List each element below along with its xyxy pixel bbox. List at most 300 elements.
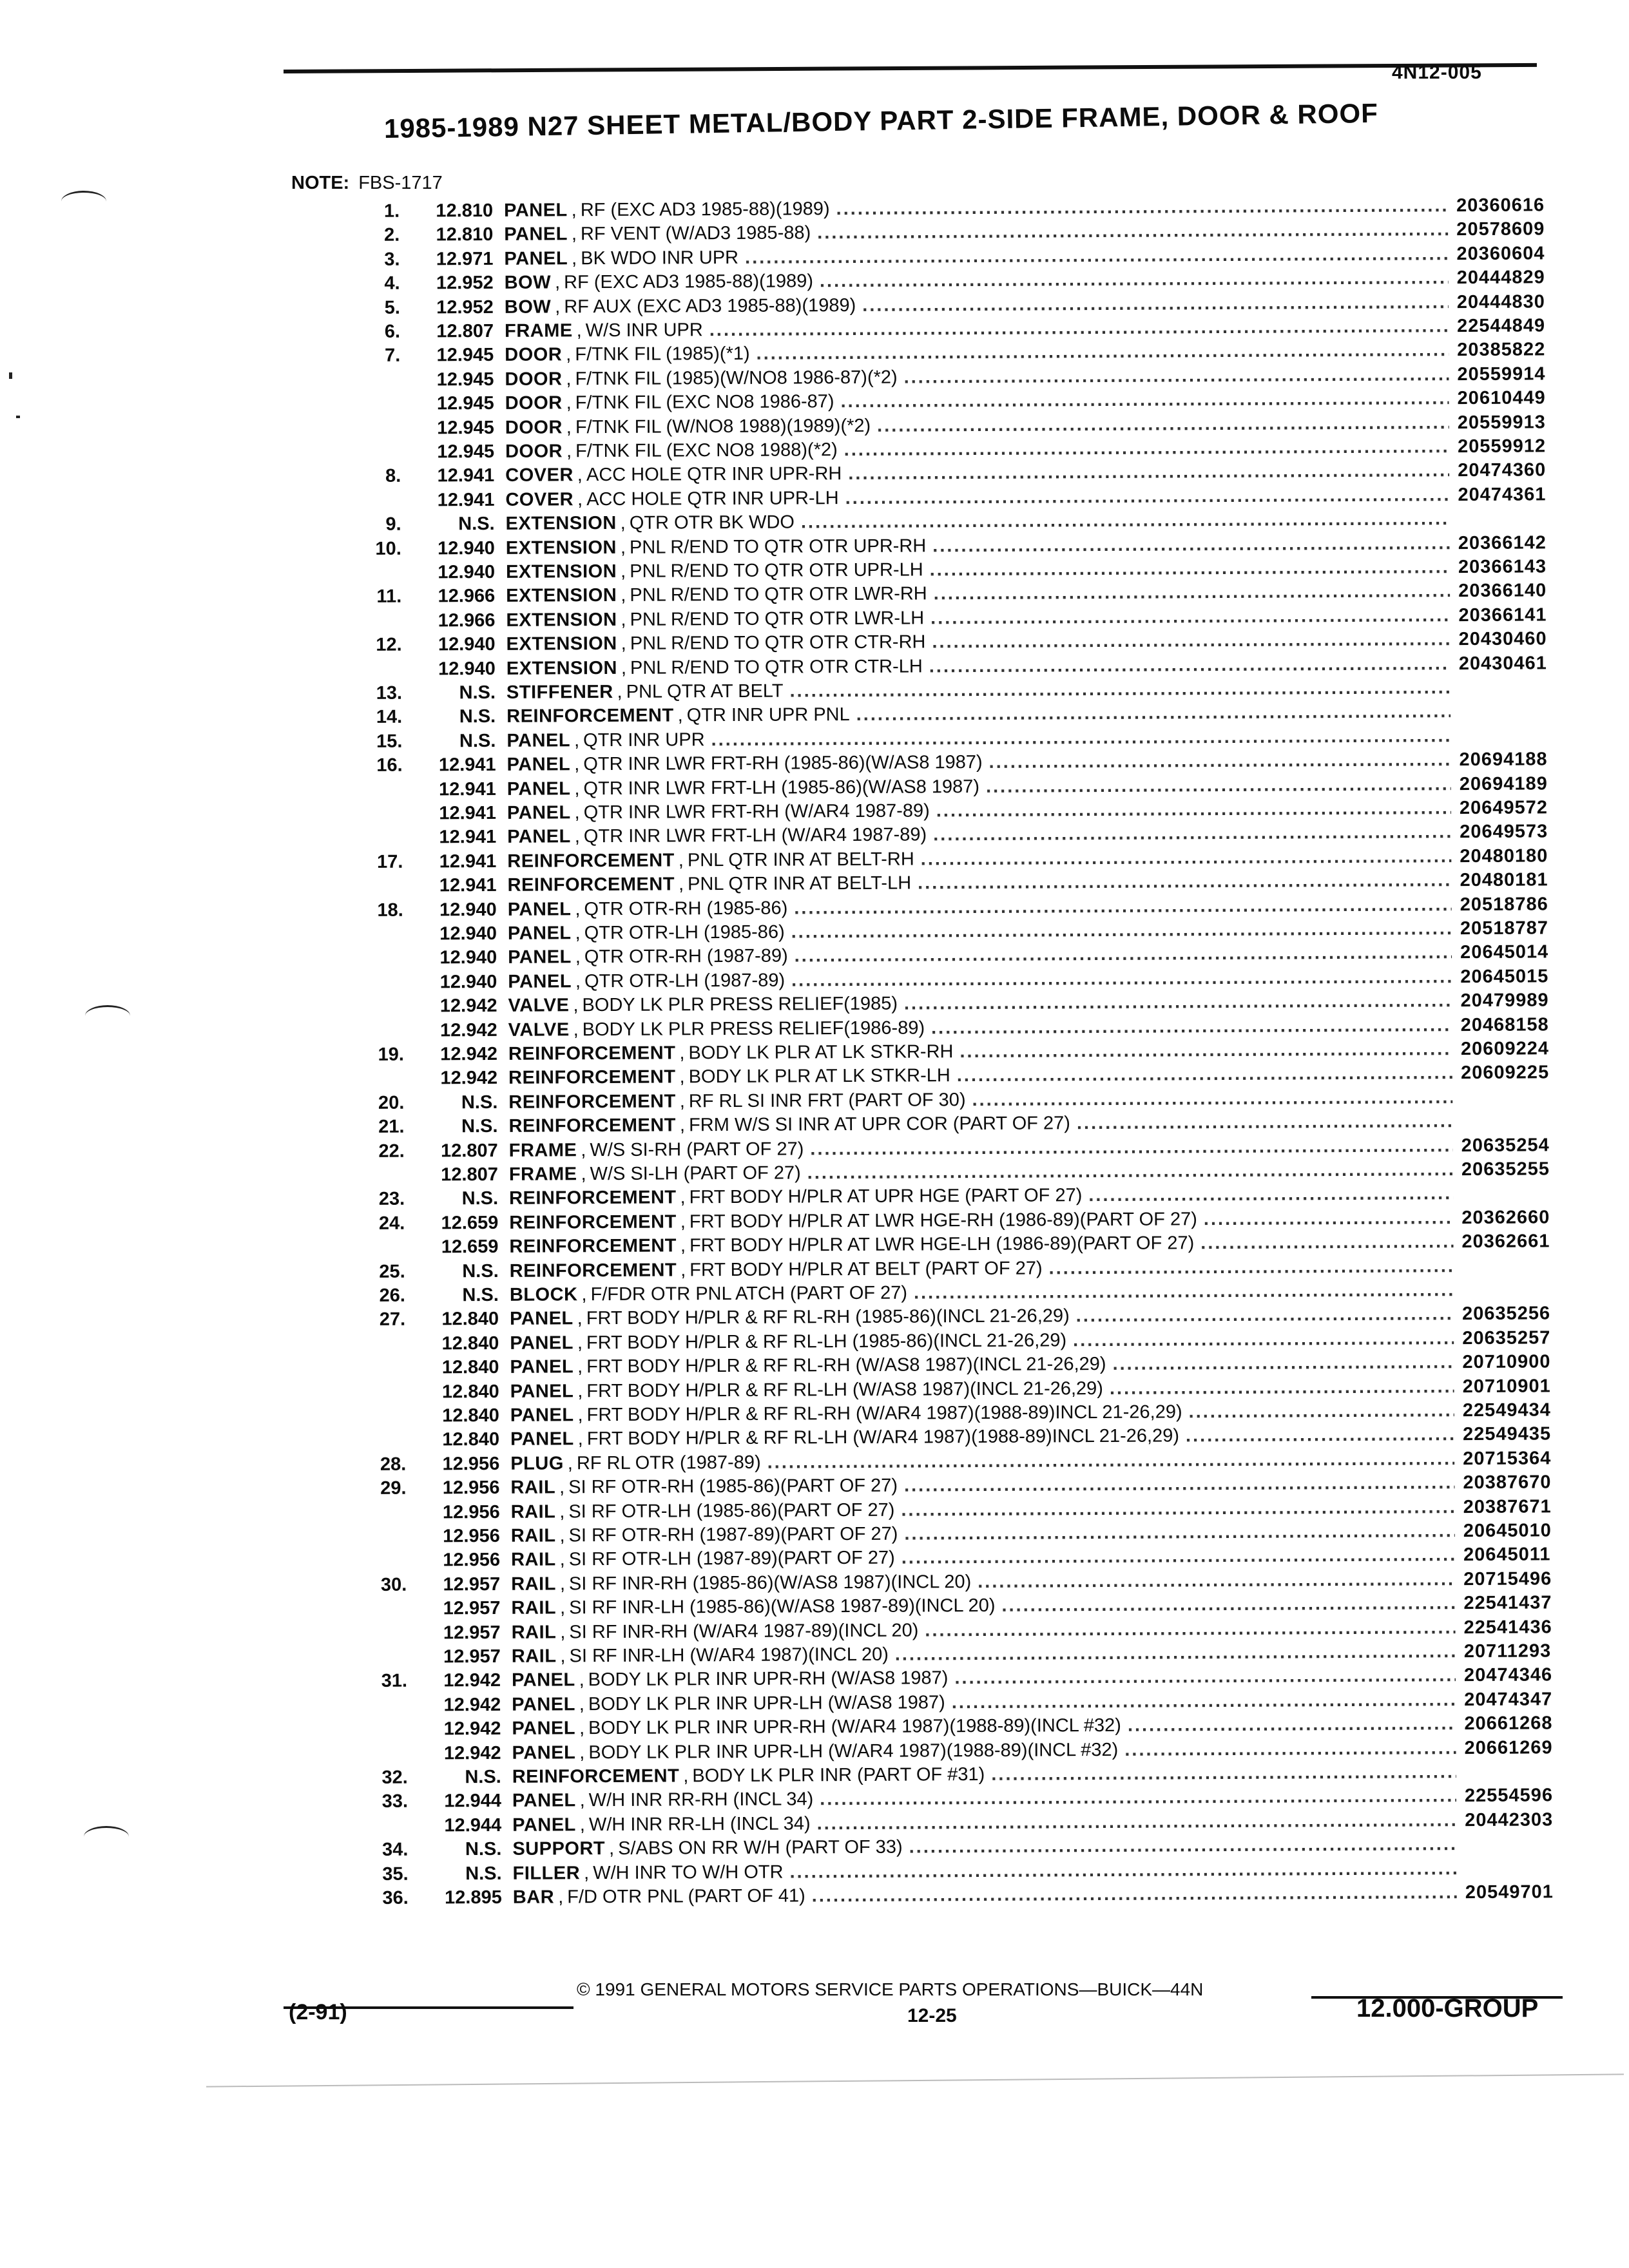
separator: , <box>574 778 580 799</box>
part-number: 20609225 <box>1461 1062 1550 1084</box>
part-name: RAIL <box>511 1622 557 1643</box>
part-name: PANEL <box>511 1669 575 1691</box>
dot-leader <box>820 266 1449 294</box>
separator: , <box>575 947 581 968</box>
part-detail: PNL R/END TO QTR OTR CTR-RH <box>630 631 926 655</box>
part-detail: BODY LK PLR AT LK STKR-RH <box>688 1041 954 1064</box>
group-number: 12.945 <box>437 441 495 463</box>
group-number: 12.940 <box>438 634 496 655</box>
part-detail: F/FDR OTR PNL ATCH (PART OF 27) <box>590 1282 908 1305</box>
dot-leader <box>901 1495 1454 1523</box>
item-number: 27. <box>379 1309 406 1331</box>
part-detail: BODY LK PLR INR UPR-RH (W/AS8 1987) <box>588 1667 949 1691</box>
group-number: N.S. <box>459 682 496 704</box>
part-detail: FRT BODY H/PLR & RF RL-LH (1985-86)(INCL 21-26,29) <box>586 1330 1067 1353</box>
part-name: RAIL <box>510 1501 556 1523</box>
dot-leader <box>972 1086 1452 1112</box>
group-number: 12.840 <box>441 1309 499 1330</box>
part-number <box>1465 1856 1574 1857</box>
part-detail: PNL R/END TO QTR OTR LWR-RH <box>630 583 927 606</box>
separator: , <box>571 200 577 221</box>
group-number: 12.940 <box>439 899 497 920</box>
group-number: 12.942 <box>440 1043 498 1065</box>
group-number: 12.956 <box>443 1550 501 1571</box>
part-detail: QTR OTR-LH (1985-86) <box>584 921 785 944</box>
part-detail: F/TNK FIL (W/NO8 1988)(1989)(*2) <box>575 415 871 437</box>
part-detail: SI RF OTR-LH (1987-89)(PART OF 27) <box>568 1548 895 1570</box>
dot-leader <box>904 1519 1455 1546</box>
group-number: 12.942 <box>443 1670 501 1691</box>
part-name: RAIL <box>510 1549 556 1571</box>
part-name: DOOR <box>505 441 563 462</box>
part-name: REINFORCEMENT <box>509 1235 677 1258</box>
dot-leader <box>957 1062 1453 1088</box>
part-detail: BODY LK PLR AT LK STKR-LH <box>688 1065 950 1088</box>
dot-leader <box>1186 1423 1454 1449</box>
dot-leader <box>989 748 1451 774</box>
group-number: 12.945 <box>436 345 494 366</box>
group-number: 12.941 <box>439 827 497 848</box>
separator: , <box>679 1066 685 1088</box>
item-number: 32. <box>381 1767 408 1788</box>
part-detail: S/ABS ON RR W/H (PART OF 33) <box>618 1836 903 1860</box>
item-number: 8. <box>385 466 401 487</box>
part-detail: FRT BODY H/PLR & RF RL-RH (1985-86)(INCL 21-26,29) <box>586 1305 1070 1329</box>
separator: , <box>579 1669 584 1691</box>
part-name: VALVE <box>508 1019 570 1041</box>
part-name: PANEL <box>504 248 568 269</box>
separator: , <box>560 1646 566 1667</box>
part-detail: PNL QTR INR AT BELT-LH <box>688 872 912 895</box>
dot-leader <box>794 893 1452 921</box>
separator: , <box>559 1477 565 1498</box>
group-number: 12.942 <box>440 1068 498 1089</box>
group-number: 12.945 <box>436 369 494 390</box>
part-detail: ACC HOLE QTR INR UPR-LH <box>586 487 839 510</box>
group-number: 12.952 <box>436 296 494 318</box>
part-number: 20360604 <box>1456 243 1545 264</box>
separator: , <box>573 1019 579 1040</box>
item-number: 13. <box>376 682 403 704</box>
part-number <box>1458 506 1568 507</box>
group-number: 12.810 <box>436 200 494 222</box>
dot-leader <box>959 1037 1452 1064</box>
dot-leader <box>789 1857 1456 1885</box>
part-name: PLUG <box>510 1453 564 1474</box>
part-number: 20387670 <box>1463 1472 1552 1494</box>
part-number: 20715364 <box>1463 1448 1552 1469</box>
part-name: PANEL <box>504 200 568 221</box>
group-number: 12.941 <box>439 802 497 824</box>
separator: , <box>577 465 583 486</box>
group-number: 12.942 <box>443 1718 501 1740</box>
group-number: 12.945 <box>436 393 494 414</box>
separator: , <box>567 1453 573 1474</box>
part-name: PANEL <box>512 1694 575 1715</box>
part-name: PANEL <box>512 1718 576 1739</box>
part-number: 20366142 <box>1458 532 1547 553</box>
part-name: PANEL <box>507 898 572 920</box>
dot-leader <box>909 1832 1457 1860</box>
item-number: 24. <box>378 1213 405 1234</box>
separator: , <box>679 1091 685 1112</box>
separator: , <box>560 1597 566 1619</box>
separator: , <box>680 1235 686 1256</box>
part-number: 20430460 <box>1458 628 1547 650</box>
dot-leader <box>930 555 1451 582</box>
dot-leader <box>991 1760 1456 1787</box>
separator: , <box>581 1164 586 1185</box>
part-detail: F/D OTR PNL (PART OF 41) <box>567 1885 805 1908</box>
note-value: FBS-1717 <box>358 173 443 193</box>
item-number: 2. <box>384 225 400 246</box>
dot-leader <box>1073 1327 1454 1353</box>
part-name: PANEL <box>512 1742 576 1763</box>
part-number: 20661268 <box>1464 1713 1553 1735</box>
part-name: EXTENSION <box>506 609 617 631</box>
dot-leader <box>1077 1110 1453 1135</box>
separator: , <box>679 1115 686 1136</box>
group-number: N.S. <box>461 1116 498 1137</box>
dot-leader <box>932 628 1450 655</box>
part-number: 20362660 <box>1461 1207 1550 1228</box>
part-name: PANEL <box>506 730 571 751</box>
dot-leader <box>932 532 1450 559</box>
page-title: 1985-1989 N27 SHEET METAL/BODY PART 2-SIDE FRAME, DOOR & ROOF <box>383 97 1379 144</box>
part-number: 20360616 <box>1456 195 1545 216</box>
part-name: REINFORCEMENT <box>509 1187 677 1209</box>
item-number: 14. <box>376 707 403 728</box>
separator: , <box>581 1139 586 1160</box>
part-number: 20661269 <box>1464 1736 1553 1758</box>
group-number: 12.807 <box>436 320 494 342</box>
separator: , <box>554 272 561 293</box>
group-number: N.S. <box>465 1766 501 1788</box>
dot-leader <box>952 1688 1456 1715</box>
part-detail: QTR OTR BK WDO <box>629 512 795 534</box>
part-detail: F/TNK FIL (1985)(W/NO8 1986-87)(*2) <box>575 367 898 390</box>
separator: , <box>584 1862 590 1883</box>
page-number: 12-25 <box>907 2005 957 2026</box>
part-detail: SI RF OTR-RH (1985-86)(PART OF 27) <box>568 1475 898 1498</box>
separator: , <box>577 1356 583 1378</box>
dot-leader <box>817 1809 1457 1836</box>
part-name: RAIL <box>511 1646 557 1667</box>
part-name: EXTENSION <box>505 561 617 582</box>
separator: , <box>581 1284 587 1305</box>
part-number: 22549435 <box>1462 1423 1552 1445</box>
dot-leader <box>978 1568 1455 1594</box>
separator: , <box>621 561 626 582</box>
part-number: 20444830 <box>1456 291 1545 312</box>
dot-leader <box>801 507 1450 535</box>
part-name: PANEL <box>507 923 572 944</box>
dot-leader <box>1049 1254 1454 1281</box>
group-number: 12.971 <box>436 248 494 270</box>
part-name: PANEL <box>504 224 568 245</box>
binding-hole-mark <box>85 1005 130 1026</box>
dot-leader <box>931 1014 1452 1041</box>
group-number: 12.840 <box>441 1357 499 1378</box>
dot-leader <box>845 483 1450 510</box>
separator: , <box>572 248 577 269</box>
part-detail: W/S INR UPR <box>585 320 703 341</box>
part-number: 20710901 <box>1462 1375 1551 1397</box>
part-number: 20649573 <box>1460 821 1548 843</box>
part-number: 20635255 <box>1461 1158 1550 1180</box>
parts-list <box>361 193 1566 1908</box>
dot-leader <box>810 1134 1453 1162</box>
part-detail: RF VENT (W/AD3 1985-88) <box>580 222 811 245</box>
group-number: 12.840 <box>442 1429 500 1450</box>
part-name: SUPPORT <box>512 1838 606 1860</box>
part-name: EXTENSION <box>505 537 617 559</box>
part-name: PANEL <box>510 1332 574 1354</box>
separator: , <box>566 416 572 437</box>
separator: , <box>575 923 581 944</box>
part-number: 20430461 <box>1458 652 1547 674</box>
group-number: N.S. <box>462 1284 499 1306</box>
group-label: 12.000-GROUP <box>1356 1994 1539 2023</box>
separator: , <box>559 1501 565 1523</box>
part-number: 20474347 <box>1464 1689 1553 1710</box>
part-name: COVER <box>505 489 574 510</box>
part-number: 20366143 <box>1458 556 1547 578</box>
part-name: PANEL <box>510 1380 574 1402</box>
separator: , <box>579 1790 585 1811</box>
separator: , <box>617 681 622 702</box>
part-detail: QTR OTR-RH (1985-86) <box>584 898 788 919</box>
part-number: 20578609 <box>1456 218 1545 240</box>
item-number: 28. <box>380 1454 407 1475</box>
part-detail: QTR INR LWR FRT-LH (W/AR4 1987-89) <box>583 824 927 847</box>
dot-leader <box>877 411 1449 438</box>
dot-leader <box>862 291 1449 318</box>
part-detail: F/TNK FIL (EXC NO8 1988)(*2) <box>575 439 838 462</box>
part-detail: BODY LK PLR INR UPR-LH (W/AS8 1987) <box>588 1692 945 1715</box>
part-detail: ACC HOLE QTR INR UPR-RH <box>586 463 842 486</box>
part-detail: FRT BODY H/PLR AT LWR HGE-LH (1986-89)(PART OF 27) <box>689 1233 1195 1256</box>
part-name: PANEL <box>506 754 571 776</box>
group-number: N.S. <box>461 1188 499 1209</box>
group-number: N.S. <box>465 1863 502 1884</box>
dot-leader <box>1001 1591 1455 1618</box>
part-detail: FRM W/S SI INR AT UPR COR (PART OF 27) <box>688 1113 1071 1136</box>
dot-leader <box>904 363 1449 390</box>
part-number: 22554596 <box>1464 1785 1554 1807</box>
dot-leader <box>925 1616 1455 1643</box>
dot-leader <box>848 459 1449 486</box>
part-name: BOW <box>504 296 552 318</box>
part-name: COVER <box>505 465 574 486</box>
item-number: 34. <box>381 1839 409 1861</box>
part-name: EXTENSION <box>506 633 617 655</box>
group-number: N.S. <box>458 514 495 535</box>
dot-leader <box>918 869 1452 896</box>
group-number: 12.957 <box>443 1622 501 1643</box>
dot-leader <box>930 604 1450 631</box>
group-number: 12.940 <box>439 971 497 993</box>
dot-leader <box>904 989 1452 1016</box>
part-name: BOW <box>504 272 552 294</box>
part-number: 20442303 <box>1465 1809 1554 1831</box>
group-number: 12.942 <box>443 1694 501 1716</box>
part-detail: FRT BODY H/PLR & RF RL-LH (W/AR4 1987)(1988-89)INCL 21-26,29) <box>586 1425 1180 1450</box>
part-name: REINFORCEMENT <box>506 705 674 727</box>
part-number <box>1461 1085 1570 1086</box>
part-detail: SI RF OTR-LH (1985-86)(PART OF 27) <box>568 1499 895 1522</box>
item-number: 11. <box>376 586 402 608</box>
item-number: 26. <box>379 1285 405 1306</box>
group-number: 12.941 <box>439 875 497 896</box>
part-detail: SI RF INR-LH (1985-86)(W/AS8 1987-89)(INCL 20) <box>569 1595 996 1619</box>
part-detail: SI RF INR-RH (W/AR4 1987-89)(INCL 20) <box>569 1620 919 1642</box>
part-number: 20711293 <box>1463 1640 1552 1662</box>
part-name: RAIL <box>510 1477 556 1498</box>
dot-leader <box>901 1544 1455 1571</box>
separator: , <box>621 657 627 678</box>
separator: , <box>683 1765 689 1787</box>
part-number: 20694188 <box>1459 749 1548 771</box>
part-detail: BODY LK PLR INR UPR-RH (W/AR4 1987)(1988-89)(INCL #32) <box>588 1715 1121 1739</box>
part-name: REINFORCEMENT <box>508 1115 677 1137</box>
part-number: 20715496 <box>1463 1568 1552 1590</box>
separator: , <box>579 1742 585 1763</box>
part-detail: QTR INR UPR <box>583 729 705 751</box>
dot-leader <box>1124 1736 1456 1762</box>
part-name: VALVE <box>508 995 570 1017</box>
part-name: PANEL <box>507 826 571 848</box>
separator: , <box>621 609 626 630</box>
group-number: 12.940 <box>439 923 497 945</box>
item-number: 22. <box>378 1140 405 1162</box>
group-number: N.S. <box>459 730 496 752</box>
part-name: BLOCK <box>509 1284 578 1305</box>
part-detail: RF (EXC AD3 1985-88)(1989) <box>564 271 814 293</box>
separator: , <box>576 320 582 341</box>
note-label: NOTE: <box>291 173 350 193</box>
separator: , <box>560 1621 566 1643</box>
item-number: 25. <box>379 1261 405 1282</box>
group-number: 12.956 <box>443 1525 500 1547</box>
group-number: 12.810 <box>436 224 494 245</box>
item-number: 20. <box>378 1092 405 1113</box>
dot-leader <box>807 1158 1453 1186</box>
item-number: 30. <box>380 1574 407 1595</box>
part-detail: FRT BODY H/PLR & RF RL-RH (W/AR4 1987)(1988-89)INCL 21-26,29) <box>586 1401 1182 1426</box>
part-detail: BODY LK PLR PRESS RELIEF(1985) <box>582 993 898 1016</box>
part-name: REINFORCEMENT <box>507 850 675 872</box>
part-name: STIFFENER <box>506 681 613 703</box>
copyright: © 1991 GENERAL MOTORS SERVICE PARTS OPERATIONS—BUICK—44N <box>577 1979 1204 1999</box>
item-number: 9. <box>385 514 401 535</box>
dot-leader <box>757 339 1449 367</box>
part-number: 20474346 <box>1463 1664 1553 1686</box>
group-number: 12.957 <box>443 1573 501 1595</box>
dot-leader <box>1110 1375 1454 1401</box>
part-number <box>1461 1109 1570 1110</box>
item-number: 12. <box>376 634 402 656</box>
group-number: N.S. <box>461 1091 498 1113</box>
part-detail: SI RF OTR-RH (1987-89)(PART OF 27) <box>568 1523 898 1546</box>
part-number: 20474361 <box>1458 484 1547 505</box>
part-name: PANEL <box>510 1405 574 1426</box>
dot-leader <box>1204 1206 1454 1231</box>
separator: , <box>574 802 580 823</box>
separator: , <box>558 1887 564 1908</box>
dot-leader <box>1189 1399 1454 1425</box>
group-number: 12.659 <box>441 1236 499 1258</box>
separator: , <box>677 705 683 726</box>
part-detail: F/TNK FIL (EXC NO8 1986-87) <box>575 391 834 414</box>
part-name: PANEL <box>512 1814 576 1836</box>
group-number: 12.952 <box>436 273 494 294</box>
part-name: REINFORCEMENT <box>508 1043 676 1064</box>
part-detail: FRT BODY H/PLR AT BELT (PART OF 27) <box>689 1258 1043 1280</box>
dot-leader <box>795 941 1452 969</box>
group-number: 12.840 <box>442 1405 499 1427</box>
binding-hole-mark <box>84 1826 129 1847</box>
part-detail: PNL R/END TO QTR OTR UPR-LH <box>630 559 923 582</box>
part-detail: F/TNK FIL (1985)(*1) <box>575 343 750 365</box>
part-name: PANEL <box>510 1308 574 1330</box>
part-detail: W/H INR RR-LH (INCL 34) <box>588 1813 811 1835</box>
part-detail: RF RL SI INR FRT (PART OF 30) <box>688 1089 966 1112</box>
part-detail: W/H INR TO W/H OTR <box>593 1861 784 1883</box>
item-number: 18. <box>377 899 403 921</box>
part-detail: W/H INR RR-RH (INCL 34) <box>588 1789 814 1811</box>
part-number: 20710900 <box>1462 1351 1551 1373</box>
part-number: 20366141 <box>1458 604 1547 626</box>
part-detail: QTR OTR-RH (1987-89) <box>584 945 788 968</box>
part-name: PANEL <box>510 1356 574 1378</box>
dot-leader <box>709 314 1449 342</box>
dot-leader <box>836 194 1449 221</box>
separator: , <box>680 1259 686 1281</box>
group-number: 12.895 <box>445 1887 502 1908</box>
group-number: 12.966 <box>438 586 496 607</box>
part-name: EXTENSION <box>505 513 617 535</box>
dot-leader <box>921 845 1452 872</box>
part-name: REINFORCEMENT <box>509 1260 677 1282</box>
part-detail: RF RL OTR (1987-89) <box>576 1452 761 1474</box>
part-detail: PNL R/END TO QTR OTR LWR-LH <box>630 608 925 630</box>
separator: , <box>577 1308 583 1329</box>
part-detail: SI RF INR-RH (1985-86)(W/AS8 1987)(INCL 20) <box>568 1571 972 1595</box>
part-detail: SI RF INR-LH (W/AR4 1987)(INCL 20) <box>569 1644 889 1667</box>
dot-leader <box>1112 1350 1454 1376</box>
part-name: REINFORCEMENT <box>507 874 675 896</box>
separator: , <box>577 1405 583 1426</box>
item-number: 23. <box>378 1189 405 1210</box>
part-number: 20362661 <box>1461 1231 1550 1253</box>
group-number: 12.941 <box>437 489 495 511</box>
item-number: 7. <box>384 345 401 367</box>
part-name: EXTENSION <box>506 585 617 607</box>
separator: , <box>678 874 684 895</box>
part-detail: FRT BODY H/PLR & RF RL-LH (W/AS8 1987)(INCL 21-26,29) <box>586 1378 1103 1401</box>
dot-leader <box>817 218 1448 246</box>
item-number: 31. <box>381 1671 408 1692</box>
part-detail: RF (EXC AD3 1985-88)(1989) <box>580 198 830 221</box>
dot-leader <box>711 724 1451 752</box>
part-detail: QTR INR UPR PNL <box>686 704 850 726</box>
separator: , <box>680 1211 686 1233</box>
group-number: 12.956 <box>442 1477 500 1499</box>
group-number: 12.840 <box>441 1381 499 1402</box>
part-number: 20645011 <box>1463 1544 1551 1566</box>
part-number: 20474360 <box>1458 459 1547 481</box>
